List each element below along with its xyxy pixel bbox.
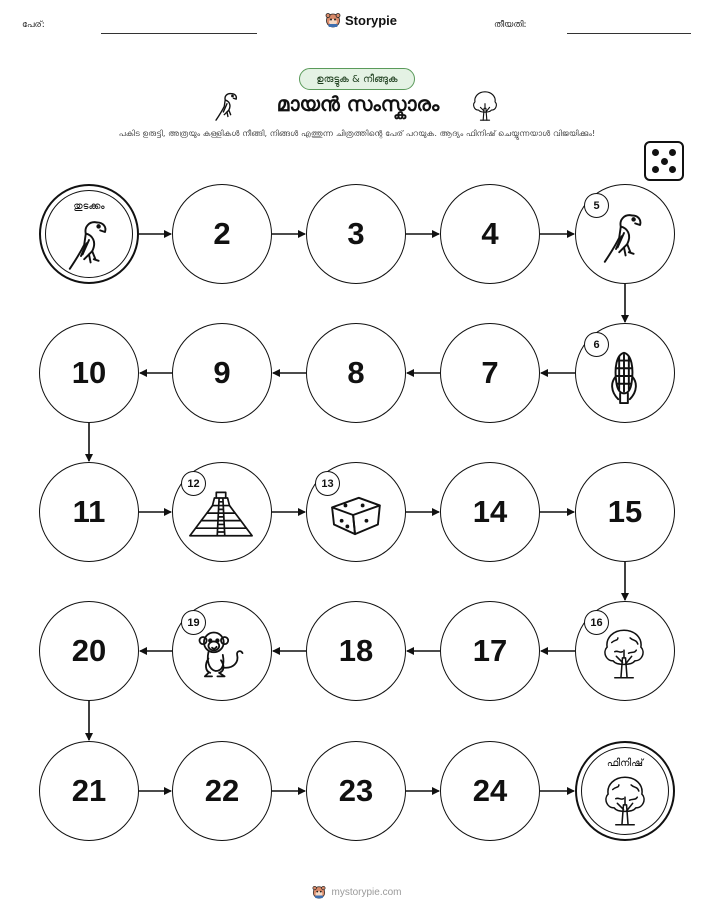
footer-site: mystorypie.com <box>331 886 402 898</box>
tree-icon <box>601 626 647 686</box>
brand-name: Storypie <box>345 12 398 28</box>
board-space[interactable] <box>306 601 406 701</box>
space-number: 7 <box>481 355 499 390</box>
board-space[interactable] <box>440 601 540 701</box>
corn-icon <box>604 347 644 409</box>
space-number: 10 <box>71 355 107 390</box>
space-number: 23 <box>338 773 374 808</box>
board-space[interactable] <box>172 462 272 562</box>
board-space[interactable] <box>440 184 540 284</box>
space-number: 8 <box>347 355 365 390</box>
space-number: 22 <box>204 773 240 808</box>
monkey-icon <box>194 628 248 684</box>
board-space[interactable] <box>172 741 272 841</box>
space-number-badge: 16 <box>584 610 609 635</box>
space-number: 9 <box>213 355 231 390</box>
board-space[interactable] <box>306 184 406 284</box>
space-number: 17 <box>472 633 508 668</box>
board-space[interactable] <box>440 323 540 423</box>
storypie-mascot-icon <box>312 885 326 899</box>
board-space[interactable] <box>440 462 540 562</box>
board-space[interactable] <box>575 184 675 284</box>
parrot-icon <box>600 209 648 269</box>
activity-tag-text: ഉരുട്ടുക & നീങ്ങുക <box>316 73 398 85</box>
board-space[interactable] <box>172 184 272 284</box>
board-space[interactable] <box>39 601 139 701</box>
space-number: 15 <box>607 494 643 529</box>
board-space[interactable] <box>306 323 406 423</box>
space-number: 2 <box>213 216 231 251</box>
space-number: 14 <box>472 494 508 529</box>
board-space[interactable] <box>39 741 139 841</box>
space-number: 4 <box>481 216 499 251</box>
stone-block-icon <box>326 494 384 540</box>
space-number: 18 <box>338 633 374 668</box>
board-space[interactable] <box>575 323 675 423</box>
board-space[interactable] <box>306 462 406 562</box>
pyramid-icon <box>188 490 254 544</box>
space-number: 3 <box>347 216 365 251</box>
tree-icon <box>602 773 648 833</box>
space-label: ഫിനിഷ് <box>606 758 644 769</box>
space-number: 21 <box>71 773 107 808</box>
space-label: തുടക്കം <box>73 201 105 212</box>
worksheet-title: മായൻ സംസ്കാരം <box>276 92 440 116</box>
parrot-icon <box>65 216 113 276</box>
space-number-badge: 6 <box>584 332 609 357</box>
space-number: 24 <box>472 773 508 808</box>
instructions: പകിട ഉരുട്ടി, അത്രയും കള്ളികൾ നീങ്ങി, നിങ്ങൾ എത്തുന്ന ചിത്രത്തിന്റെ പേര് പറയുക. ആദ്യം ഫിനിഷ് ചെയ്യുന്നയാൾ വിജയിക്കും! <box>118 128 596 138</box>
space-number-badge: 13 <box>315 471 340 496</box>
finish-space[interactable] <box>575 741 675 841</box>
space-number-badge: 19 <box>181 610 206 635</box>
board-space[interactable] <box>39 462 139 562</box>
board-space[interactable] <box>172 323 272 423</box>
board-space[interactable] <box>306 741 406 841</box>
space-number-badge: 12 <box>181 471 206 496</box>
date-label: തീയതി: <box>494 20 527 30</box>
space-number-badge: 5 <box>584 193 609 218</box>
board-space[interactable] <box>172 601 272 701</box>
space-number: 11 <box>72 494 106 529</box>
footer <box>0 885 714 899</box>
name-label: പേര്: <box>22 20 45 30</box>
space-number: 20 <box>71 633 107 668</box>
start-space[interactable] <box>39 184 139 284</box>
board-space[interactable] <box>575 601 675 701</box>
board-space[interactable] <box>440 741 540 841</box>
board-space[interactable] <box>39 323 139 423</box>
board-space[interactable] <box>575 462 675 562</box>
